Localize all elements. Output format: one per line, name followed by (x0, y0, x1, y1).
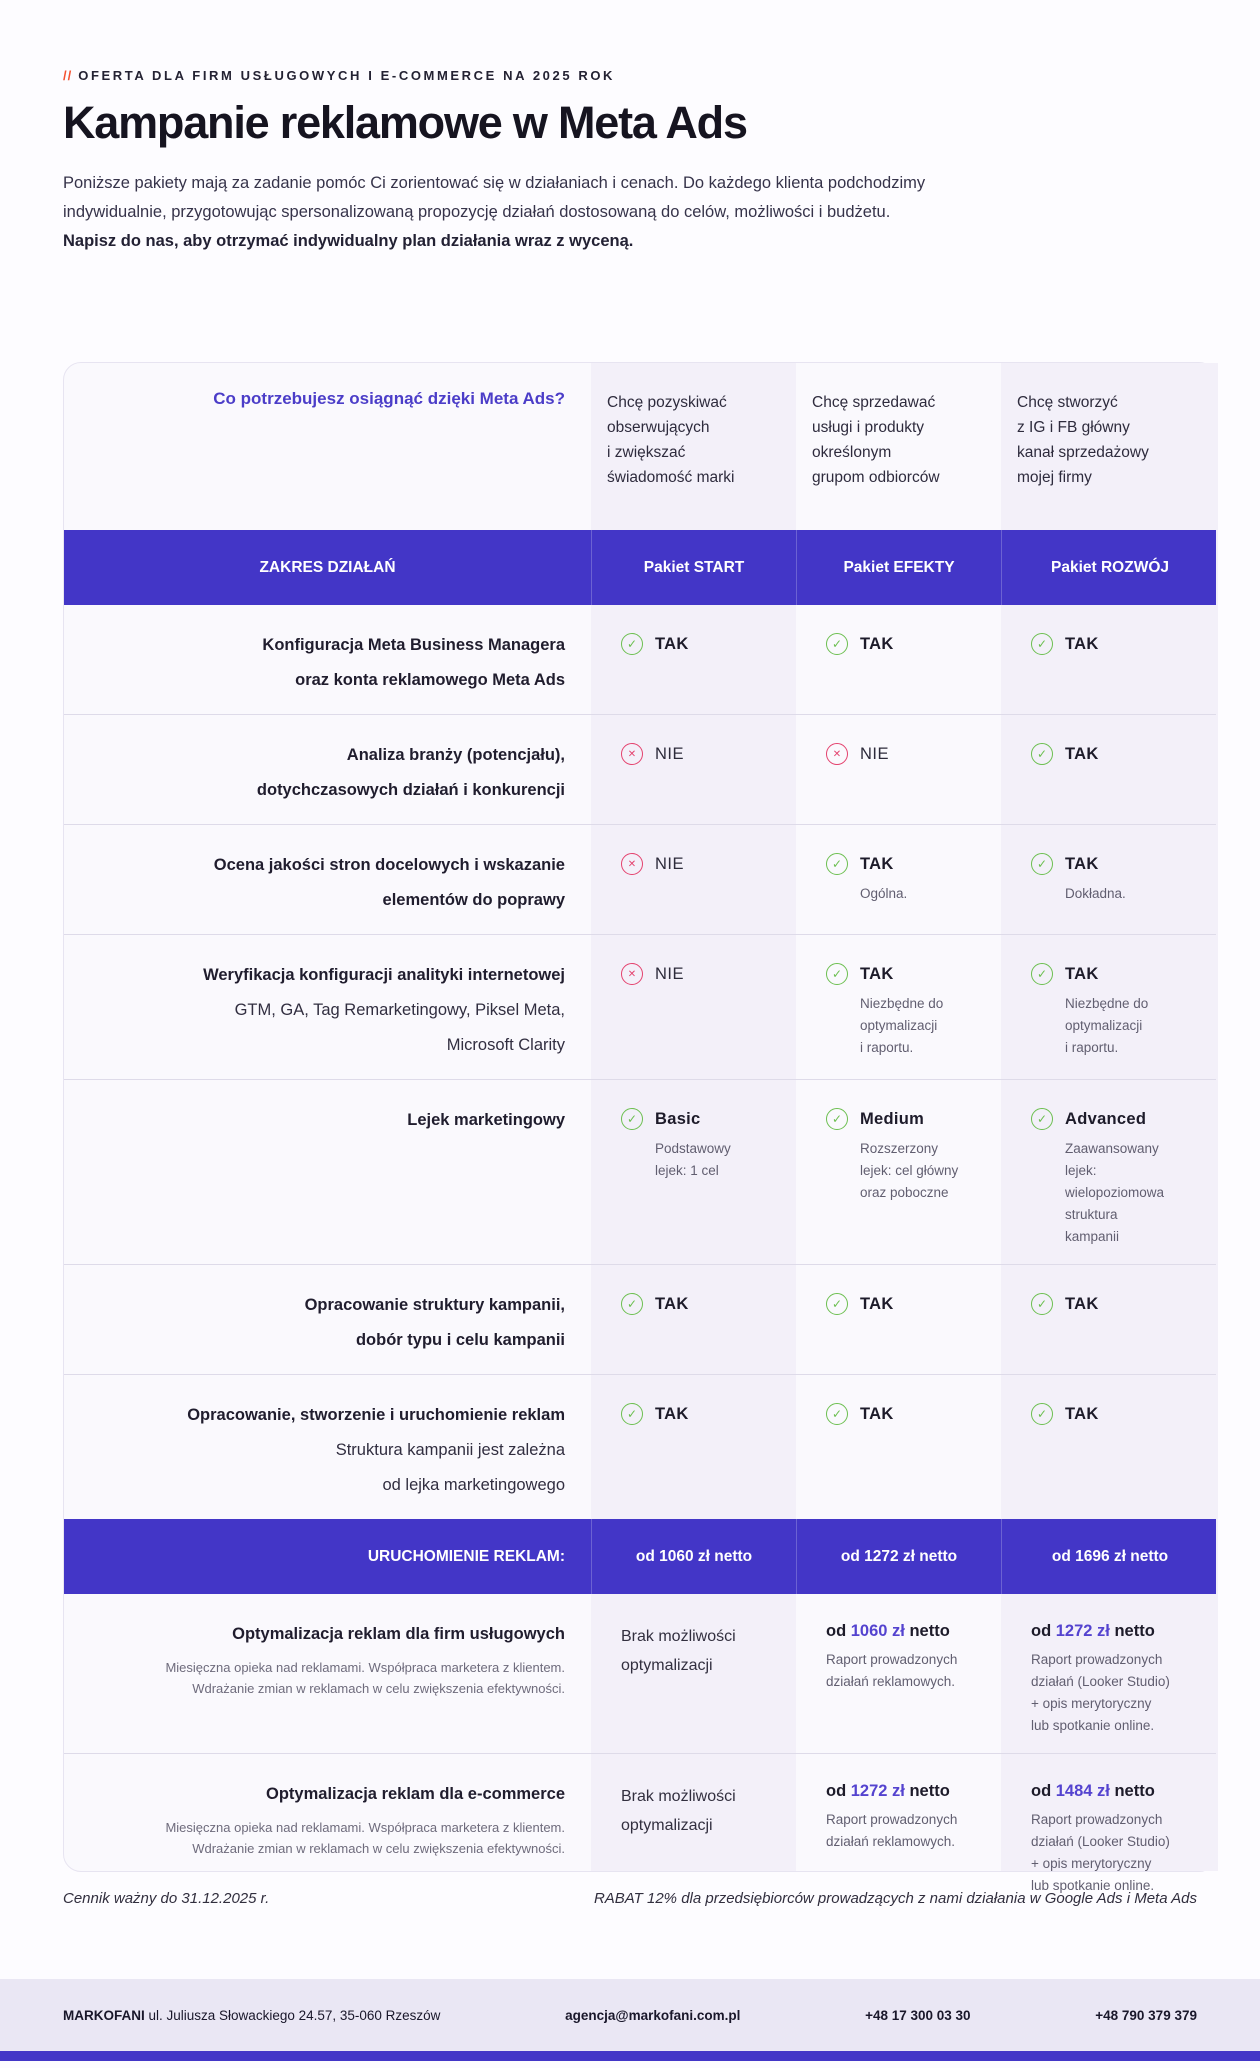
package-cell-start: ✕ NIE (591, 825, 796, 934)
goals-question: Co potrzebujesz osiągnąć dzięki Meta Ads? (213, 389, 565, 408)
package-cell-efekty: od 1272 zł netto Raport prowadzonych działań reklamowych. (796, 1754, 1001, 1913)
package-cell-efekty: od 1060 zł netto Raport prowadzonych działań reklamowych. (796, 1594, 1001, 1753)
footer-bar (0, 1979, 1260, 2051)
footer-phone-2[interactable]: +48 790 379 379 (1095, 2007, 1197, 2023)
footer-address: ul. Juliusza Słowackiego 24.57, 35-060 Rzeszów (148, 2007, 441, 2023)
pricing-start: od 1060 zł netto (591, 1519, 796, 1594)
row-label: Opracowanie, stworzenie i uruchomienie reklam Struktura kampanii jest zależna od lejka marketingowego (187, 1406, 565, 1494)
table-row (64, 1594, 1216, 1753)
check-circle-icon: ✓ (1031, 743, 1053, 765)
intro-line-2: indywidualnie, przygotowując spersonalizowaną propozycję działań dostosowaną do celów, możliwości i budżetu. (63, 203, 891, 221)
package-cell-rozwoj: ✓ TAK (1001, 1265, 1218, 1374)
package-cell-efekty: ✓ Medium Rozszerzony lejek: cel główny oraz poboczne (796, 1080, 1001, 1264)
note-discount: RABAT 12% dla przedsiębiorców prowadzących z nami działania w Google Ads i Meta Ads (593, 1890, 1197, 1907)
intro-paragraph (63, 169, 1197, 256)
check-circle-icon: ✓ (1031, 853, 1053, 875)
table-row (64, 714, 1216, 824)
package-cell-start: ✕ NIE (591, 935, 796, 1079)
table-row (64, 1374, 1216, 1519)
pricing-rozwoj: od 1696 zł netto (1001, 1519, 1218, 1594)
footer-phone-1[interactable]: +48 17 300 03 30 (865, 2007, 971, 2023)
kicker (63, 0, 1197, 83)
footer-company: MARKOFANI (63, 2007, 145, 2023)
goal-acquire: Chcę pozyskiwać obserwujących i zwiększać świadomość marki (607, 394, 735, 486)
package-cell-rozwoj: ✓ Advanced Zaawansowany lejek: wielopoziomowa struktura kampanii (1001, 1080, 1218, 1264)
bottom-accent-strip (0, 2051, 1260, 2061)
kicker-text: OFERTA DLA FIRM USŁUGOWYCH I E-COMMERCE NA 2025 ROK (78, 68, 616, 83)
package-cell-efekty: ✓ TAK (796, 1265, 1001, 1374)
pricing-header-row (64, 1519, 1216, 1594)
package-cell-rozwoj: od 1272 zł netto Raport prowadzonych działań (Looker Studio) + opis merytoryczny lub spotkanie online. (1001, 1594, 1218, 1753)
check-circle-icon: ✓ (1031, 1403, 1053, 1425)
check-circle-icon: ✓ (1031, 963, 1053, 985)
package-cell-rozwoj: od 1484 zł netto Raport prowadzonych działań (Looker Studio) + opis merytoryczny lub spotkanie online. (1001, 1754, 1218, 1913)
row-label: Konfiguracja Meta Business Managera oraz konta reklamowego Meta Ads (262, 636, 565, 689)
table-row (64, 1264, 1216, 1374)
package-cell-rozwoj: ✓ TAK (1001, 1375, 1218, 1519)
package-cell-rozwoj: ✓ TAK (1001, 605, 1218, 714)
row-label: Lejek marketingowy (407, 1111, 565, 1129)
price-value: od 1060 zł netto (826, 1622, 950, 1640)
cross-circle-icon: ✕ (621, 963, 643, 985)
table-rows-optimization (64, 1594, 1216, 1913)
check-circle-icon: ✓ (1031, 633, 1053, 655)
package-cell-start: ✓ TAK (591, 1375, 796, 1519)
table-row (64, 934, 1216, 1079)
check-circle-icon: ✓ (1031, 1293, 1053, 1315)
cross-circle-icon: ✕ (621, 743, 643, 765)
pricing-table-card (63, 362, 1217, 1893)
row-label: Opracowanie struktury kampanii, dobór typu i celu kampanii (304, 1296, 565, 1349)
check-circle-icon: ✓ (1031, 1108, 1053, 1130)
package-cell-rozwoj: ✓ TAK (1001, 715, 1218, 824)
row-label: Weryfikacja konfiguracji analityki internetowej GTM, GA, Tag Remarketingowy, Piksel Meta, Microsoft Clarity (203, 966, 565, 1054)
check-circle-icon: ✓ (826, 1403, 848, 1425)
intro-line-1: Poniższe pakiety mają za zadanie pomóc Ci zorientować się w działaniach i cenach. Do każdego klienta podchodzimy (63, 174, 926, 192)
table-row (64, 1753, 1216, 1913)
check-circle-icon: ✓ (826, 1108, 848, 1130)
cross-circle-icon: ✕ (826, 743, 848, 765)
table-row (64, 824, 1216, 934)
row-label: Optymalizacja reklam dla e-commerce Miesięczna opieka nad reklamami. Współpraca marketera z klientem. Wdrażanie zmian w reklamach w celu zwiększenia efektywności. (165, 1785, 565, 1856)
table-row (64, 605, 1216, 714)
package-cell-start: ✕ NIE (591, 715, 796, 824)
check-circle-icon: ✓ (826, 963, 848, 985)
row-label: Optymalizacja reklam dla firm usługowych Miesięczna opieka nad reklamami. Współpraca marketera z klientem. Wdrażanie zmian w reklamach w celu zwiększenia efektywności. (165, 1625, 565, 1696)
package-cell-efekty: ✓ TAK Ogólna. (796, 825, 1001, 934)
intro-cta: Napisz do nas, aby otrzymać indywidualny plan działania wraz z wyceną. (63, 232, 634, 250)
package-cell-rozwoj: ✓ TAK Niezbędne do optymalizacji i raportu. (1001, 935, 1218, 1079)
check-circle-icon: ✓ (621, 1293, 643, 1315)
package-cell-start: Brak możliwości optymalizacji (621, 1788, 736, 1834)
check-circle-icon: ✓ (826, 853, 848, 875)
price-value: od 1272 zł netto (1031, 1622, 1155, 1640)
cross-circle-icon: ✕ (621, 853, 643, 875)
footer-company-address (63, 2008, 440, 2023)
price-value: od 1272 zł netto (826, 1782, 950, 1800)
check-circle-icon: ✓ (826, 1293, 848, 1315)
pricing-label: URUCHOMIENIE REKLAM: (367, 1547, 565, 1565)
check-circle-icon: ✓ (826, 633, 848, 655)
pricing-efekty: od 1272 zł netto (796, 1519, 1001, 1594)
package-cell-start: ✓ TAK (591, 605, 796, 714)
row-label: Ocena jakości stron docelowych i wskazanie elementów do poprawy (213, 856, 565, 909)
goal-channel: Chcę stworzyć z IG i FB główny kanał sprzedażowy mojej firmy (1017, 394, 1149, 486)
note-validity: Cennik ważny do 31.12.2025 r. (63, 1890, 270, 1907)
goal-sell: Chcę sprzedawać usługi i produkty określonym grupom odbiorców (812, 394, 940, 486)
check-circle-icon: ✓ (621, 633, 643, 655)
header-scope: ZAKRES DZIAŁAŃ (259, 558, 396, 576)
package-cell-start: ✓ Basic Podstawowy lejek: 1 cel (591, 1080, 796, 1264)
package-cell-efekty: ✓ TAK (796, 1375, 1001, 1519)
footer-email[interactable]: agencja@markofani.com.pl (565, 2007, 741, 2023)
table-row (64, 1079, 1216, 1264)
check-circle-icon: ✓ (621, 1403, 643, 1425)
header-pakiet-efekty: Pakiet EFEKTY (796, 530, 1001, 605)
row-label: Analiza branży (potencjału), dotychczasowych działań i konkurencji (256, 746, 565, 799)
package-cell-efekty: ✓ TAK (796, 605, 1001, 714)
header-pakiet-rozwoj: Pakiet ROZWÓJ (1001, 530, 1218, 605)
kicker-slashes: // (63, 68, 73, 83)
page-title: Kampanie reklamowe w Meta Ads (63, 97, 747, 148)
package-cell-start: Brak możliwości optymalizacji (621, 1628, 736, 1674)
table-header-row (64, 530, 1216, 605)
package-cell-start: ✓ TAK (591, 1265, 796, 1374)
price-value: od 1484 zł netto (1031, 1782, 1155, 1800)
check-circle-icon: ✓ (621, 1108, 643, 1130)
package-cell-efekty: ✓ TAK Niezbędne do optymalizacji i raportu. (796, 935, 1001, 1079)
package-cell-efekty: ✕ NIE (796, 715, 1001, 824)
goals-row (64, 363, 1216, 530)
header-pakiet-start: Pakiet START (591, 530, 796, 605)
package-cell-rozwoj: ✓ TAK Dokładna. (1001, 825, 1218, 934)
table-rows (64, 605, 1216, 1519)
